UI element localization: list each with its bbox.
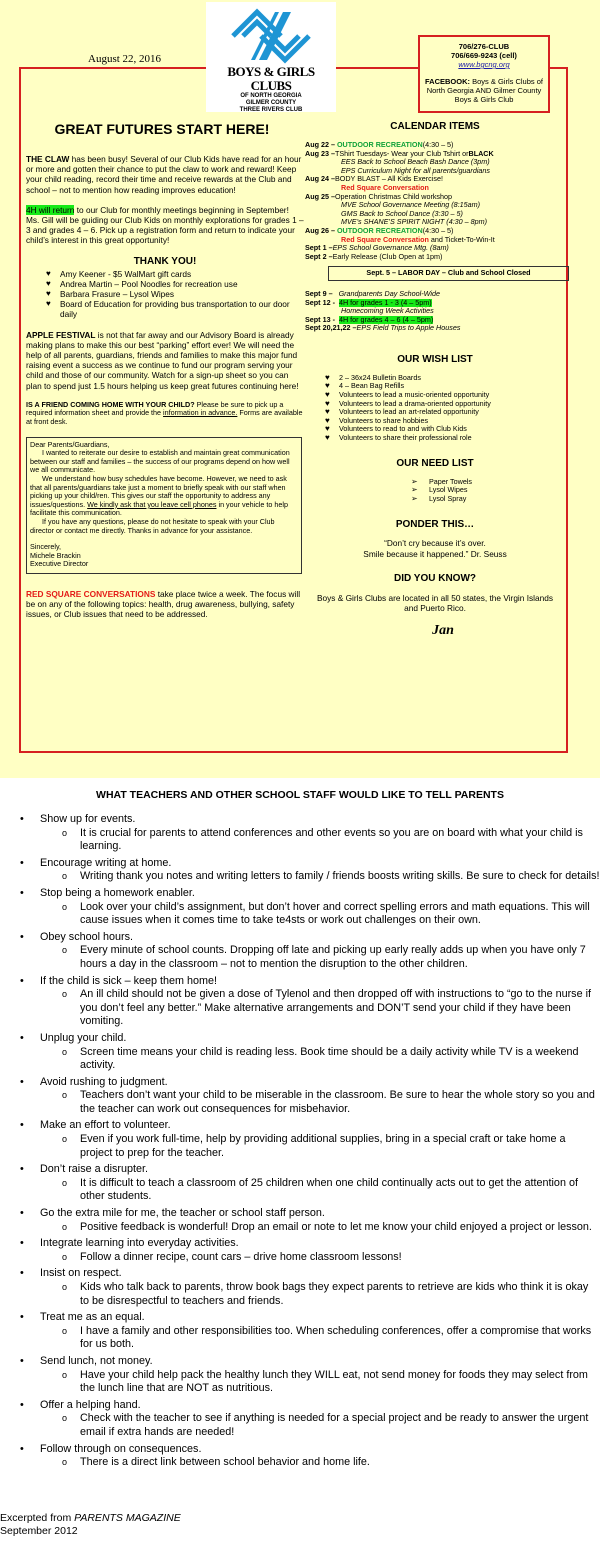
list-item: ♥ Board of Education for providing bus transportation to our door daily: [46, 299, 304, 319]
tip-detail: o Every minute of school counts. Dropping off late and picking up early really adds up when you have only 7 hours a day in the classroom – not to mention the disruption to the other children.: [18, 944, 600, 971]
tip-heading: • Stop being a homework enabler.: [18, 887, 600, 901]
tip-heading: • Offer a helping hand.: [18, 1399, 600, 1413]
calendar-row: Sept 12 - 4H for grades 1 - 3 (4 – 5pm): [305, 297, 432, 307]
tip-detail: o It is crucial for parents to attend conferences and other events so you are on board with what your child is learning.: [18, 827, 600, 854]
calendar-row: Sept 9 – Grandparents Day School-Wide: [305, 288, 440, 298]
letter-closing: Sincerely,: [30, 542, 62, 552]
ponder-title: PONDER THIS…: [395, 519, 475, 531]
phone-primary: 706/276-CLUB: [458, 42, 510, 51]
tip-heading: • Send lunch, not money.: [18, 1355, 600, 1369]
phone-cell: 706/669-9243 (cell): [451, 51, 517, 60]
thank-you-title: THANK YOU!: [133, 255, 197, 267]
director-letter: [26, 437, 302, 574]
tip-detail: o Teachers don’t want your child to be miserable in the classroom. Be sure to hear the whole story so you and the teacher can work out consequences for misbehavior.: [18, 1089, 600, 1116]
tip-detail: o I have a family and other responsibilities too. When scheduling conferences, offer a compromise that works for us both.: [18, 1325, 600, 1352]
ponder-quote: “Don’t cry because it’s over. Smile because it happened.” Dr. Seuss: [363, 538, 507, 559]
contact-box: [418, 35, 550, 113]
tip-heading: • Treat me as an equal.: [18, 1311, 600, 1325]
tip-detail: o An ill child should not be given a dose of Tylenol and then dropped off with instructions to “go to the nurse if you don’t feel any better.” Make alternative arrangements and DON’T send your child if they have been vomiting.: [18, 988, 600, 1029]
calendar-row: Aug 26 – OUTDOOR RECREATION (4:30 – 5): [305, 225, 454, 235]
tip-heading: • Go the extra mile for me, the teacher or school staff person.: [18, 1207, 600, 1221]
calendar-subitem: Red Square Conversation and Ticket-To-Win-It: [341, 234, 495, 244]
apple-festival-paragraph: APPLE FESTIVAL is not that far away and our Advisory Board is already making plans to make this our best “parking” effort ever! We will need the help of all parents, guardians, friends and families to make this major fund raising event a success as we continue to fund our program serving your child and those of our community. Watch for a sign-up sheet so you can plan to spend just 1.5 hours helping us keep great futures continuing here!: [26, 329, 299, 391]
tip-heading: • Unplug your child.: [18, 1032, 600, 1046]
letter-paragraph: I wanted to reiterate our desire to establish and maintain great communication between our staff and families – the success of our programs depend on how well we all communicate.: [30, 448, 290, 475]
logo-line2: GILMER COUNTY: [245, 100, 297, 106]
calendar-row: Sept 13 - 4H for grades 4 – 6 (4 – 5pm): [305, 314, 434, 324]
list-item: ♥ 4 – Bean Bag Refills: [325, 382, 565, 391]
source-date: September 2012: [0, 1525, 78, 1537]
tip-detail: o Kids who talk back to parents, throw book bags they expect parents to retrieve are kids who think it is okay to be disrespectful to teachers and friends.: [18, 1281, 600, 1308]
calendar-title: CALENDAR ITEMS: [390, 121, 480, 132]
tips-title: WHAT TEACHERS AND OTHER SCHOOL STAFF WOULD LIKE TO TELL PARENTS: [96, 789, 504, 801]
left-column: [26, 121, 304, 630]
calendar-row: Sept 2 – Early Release (Club Open at 1pm): [305, 251, 443, 261]
list-item: ♥ Barbara Frasure – Lysol Wipes: [46, 289, 304, 299]
fourh-paragraph: 4H will return to our Club for monthly meetings beginning in September! Ms. Gill will be guiding our Club Kids on monthly explorations for grades 1 – 3 and grades 4 – 6. Pick up a registration form and return to indicate your child’s interest in this great opportunity!: [26, 204, 304, 246]
tip-heading: • Follow through on consequences.: [18, 1443, 600, 1457]
calendar-row: Aug 22 – OUTDOOR RECREATION (4:30 – 5): [305, 140, 454, 149]
tip-heading: • Encourage writing at home.: [18, 857, 600, 871]
calendar-subitem: EES Back to School Beach Bash Dance (3pm): [341, 157, 490, 167]
did-you-know-title: DID YOU KNOW?: [393, 572, 477, 584]
logo-line3: THREE RIVERS CLUB: [239, 107, 303, 113]
calendar-subitem: GMS Back to School Dance (3:30 – 5): [341, 208, 463, 218]
calendar-row: Aug 24 – BODY BLAST – All Kids Exercise!: [305, 174, 443, 184]
logo-line1: OF NORTH GEORGIA: [240, 93, 302, 99]
did-you-know-text: Boys & Girls Clubs are located in all 50 states, the Virgin Islands and Puerto Rico.: [317, 592, 553, 614]
letter-greeting: Dear Parents/Guardians,: [30, 439, 110, 449]
tip-detail: o Look over your child’s assignment, but don’t hover and correct spelling errors and math equations. This will cause issues when it comes time to take te4sts or work out challenges on their own.: [18, 901, 600, 928]
facebook-info: FACEBOOK: Boys & Girls Clubs of North Georgia AND Gilmer County Boys & Girls Club: [425, 77, 543, 104]
claw-paragraph: THE CLAW has been busy! Several of our Club Kids have read for an hour or more and gotten their chance to put the claw to work and reward! Keep your child reading, record their time and receive rewards at the Club and school – not to mention how reading improves education!: [26, 154, 302, 195]
letter-paragraph: If you have any questions, please do not hesitate to speak with your Club director or contact me directly. Thanks in advance for your assistance.: [30, 516, 275, 535]
calendar-row: Sept 1 – EPS School Governance Mtg. (8am): [305, 243, 449, 253]
tip-heading: • Obey school hours.: [18, 931, 600, 945]
tip-detail: o It is difficult to teach a classroom of 25 children when one child continually acts out to get the attention of other students.: [18, 1177, 600, 1204]
list-item: ♥ Volunteers to read to and with Club Kids: [325, 425, 565, 434]
letter-signer-title: Executive Director: [30, 559, 89, 569]
list-item: ♥ Volunteers to share hobbies: [325, 417, 565, 426]
friend-paragraph: IS A FRIEND COMING HOME WITH YOUR CHILD? Please be sure to pick up a required information sheet and provide the information in advance. Forms are available at front desk.: [26, 399, 303, 427]
right-column: [305, 121, 565, 639]
letter-signer-name: Michele Brackin: [30, 550, 81, 560]
list-item: ♥ 2 – 36x24 Bulletin Boards: [325, 374, 565, 383]
calendar-row: Aug 23 – TShirt Tuesdays- Wear your Club Tshirt or BLACK: [305, 148, 494, 158]
tips-list: [18, 813, 600, 1473]
list-item: ♥ Volunteers to share their professional role: [325, 434, 565, 443]
list-item: ♥ Volunteers to lead a music-oriented opportunity: [325, 391, 565, 400]
wish-list-title: OUR WISH LIST: [397, 353, 473, 365]
website-link[interactable]: www.bgcng.org: [458, 60, 510, 69]
tip-heading: • If the child is sick – keep them home!: [18, 975, 600, 989]
list-item: ♥ Andrea Martin – Pool Noodles for recreation use: [46, 279, 304, 289]
calendar-subitem: MVE’s SHANE’S SPIRIT NIGHT (4:30 – 8pm): [341, 217, 488, 227]
need-list: [411, 478, 565, 504]
list-item: ♥ Volunteers to lead an art-related opportunity: [325, 408, 565, 417]
signature: Jan: [432, 623, 454, 639]
tip-heading: • Avoid rushing to judgment.: [18, 1076, 600, 1090]
tip-heading: • Show up for events.: [18, 813, 600, 827]
source-credit: [0, 1512, 181, 1538]
tip-heading: • Insist on respect.: [18, 1267, 600, 1281]
calendar-subitem: Homecoming Week Activities: [341, 306, 434, 316]
list-item: ➢ Paper Towels: [411, 478, 565, 487]
tip-detail: o Check with the teacher to see if anything is needed for a special project and be ready to answer the urgent email if extra hands are needed!: [18, 1412, 600, 1439]
calendar-subitem: MVE School Governance Meeting (8:15am): [341, 200, 481, 210]
labor-day-box: Sept. 5 – LABOR DAY – Club and School Closed: [328, 266, 569, 281]
tip-detail: o Positive feedback is wonderful! Drop an email or note to let me know your child enjoyed a project or lesson.: [18, 1221, 600, 1235]
list-item: ♥ Amy Keener - $5 WalMart gift cards: [46, 269, 304, 279]
tip-heading: • Make an effort to volunteer.: [18, 1119, 600, 1133]
letter-paragraph: We understand how busy schedules have become. However, we need to ask that all parents/guardians take just a moment to briefly speak with our staff when picking up your child/ren. This gives our staff the opportunity to address any issues/questions. We kindly ask that you leave cell phones in your vehicle to help facilitate this communication.: [30, 474, 288, 518]
boys-girls-club-logo-icon: [229, 8, 313, 64]
tip-heading: • Don’t raise a disrupter.: [18, 1163, 600, 1177]
tip-detail: o Follow a dinner recipe, count cars – drive home classroom lessons!: [18, 1251, 600, 1265]
tip-heading: • Integrate learning into everyday activities.: [18, 1237, 600, 1251]
list-item: ♥ Volunteers to lead a drama-oriented opportunity: [325, 400, 565, 409]
tip-detail: o There is a direct link between school behavior and home life.: [18, 1456, 600, 1470]
headline: GREAT FUTURES START HERE!: [54, 121, 270, 137]
calendar-row: Sept 20,21,22 – EPS Field Trips to Apple Houses: [305, 323, 461, 333]
list-item: ➢ Lysol Spray: [411, 495, 565, 504]
need-list-title: OUR NEED LIST: [396, 457, 474, 469]
calendar-list: [305, 141, 565, 333]
tip-detail: o Have your child help pack the healthy lunch they WILL eat, not send money for foods they may select from the lunch line that are NOT as nutritious.: [18, 1369, 600, 1396]
tip-detail: o Screen time means your child is reading less. Book time should be a daily activity while TV is a weekend activity.: [18, 1046, 600, 1073]
source-line: Excerpted from PARENTS MAGAZINE: [0, 1512, 181, 1524]
thank-you-list: [46, 269, 304, 320]
club-logo: [206, 2, 336, 112]
list-item: ➢ Lysol Wipes: [411, 486, 565, 495]
logo-name: BOYS & GIRLS CLUBS: [227, 64, 315, 93]
calendar-subitem: EPS Curriculum Night for all parents/guardians: [341, 165, 491, 175]
wish-list: [325, 374, 565, 443]
newsletter-date: August 22, 2016: [88, 53, 162, 65]
tip-detail: o Writing thank you notes and writing letters to family / friends boosts writing skills. Be sure to check for details!: [18, 870, 600, 884]
tip-detail: o Even if you work full-time, help by providing additional supplies, bring in a special craft or take home a project to prep for the teacher.: [18, 1133, 600, 1160]
calendar-row: Aug 25 – Operation Christmas Child workshop: [305, 191, 453, 201]
red-square-paragraph: RED SQUARE CONVERSATIONS take place twice a week. The focus will be on any of the following topics: health, drug awareness, bullying, safety issues, or Club issues that need to be addressed.: [26, 588, 301, 620]
calendar-subitem: Red Square Conversation: [341, 182, 429, 192]
